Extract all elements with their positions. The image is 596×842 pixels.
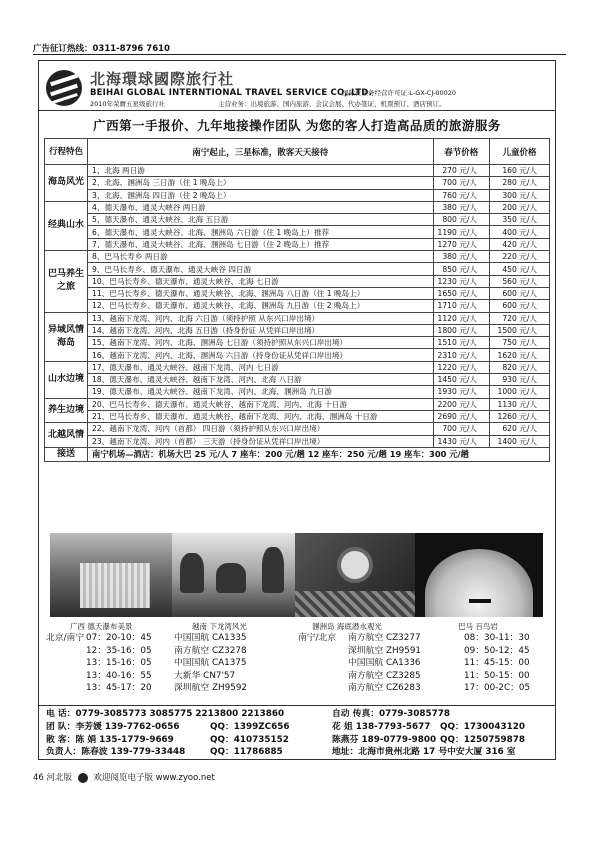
globe-logo-icon <box>46 70 82 106</box>
header-category: 行程特色 <box>45 139 88 165</box>
table-row <box>45 238 550 250</box>
kid-price-cell: 160 元/人 <box>490 165 550 177</box>
header-route: 南宁起止，三星标准，散客天天接待 <box>88 139 433 165</box>
return-flight-number: 中国国航 CA1336 <box>348 658 421 669</box>
contact-field: QQ：410735152 <box>210 734 289 745</box>
kid-price-cell: 1130 元/人 <box>490 398 550 410</box>
kid-price-cell: 300 元/人 <box>490 189 550 201</box>
return-route: 南宁/北京 <box>298 633 337 643</box>
kid-price-cell: 1620 元/人 <box>490 349 550 361</box>
route-cell: 1、北海 两日游 <box>88 165 433 177</box>
route-cell: 7、德天瀑布、通灵大峡谷、北海、涠洲岛 七日游（住 2 晚岛上）推荐 <box>88 238 433 250</box>
price-cell: 1430 元/人 <box>433 435 490 447</box>
price-cell: 1230 元/人 <box>433 275 490 287</box>
price-cell: 850 元/人 <box>433 263 490 275</box>
contact-field: 负责人：陈春波 139-779-33448 <box>46 747 186 758</box>
photo-caption: 越南 下龙湾风光 <box>192 622 247 631</box>
table-row <box>45 374 550 386</box>
photo-weizhou-diving <box>295 533 415 617</box>
price-cell: 1930 元/人 <box>433 386 490 398</box>
table-row <box>45 226 550 238</box>
table-row <box>45 386 550 398</box>
photo-caption: 巴马 百鸟岩 <box>458 622 498 631</box>
departure-route: 北京/南宁 <box>46 633 85 643</box>
table-row <box>45 324 550 336</box>
license-number: 国际社业务经营许可证:L-GX-CJ-00020 <box>342 89 457 97</box>
contact-field: QQ：1730043120 <box>440 721 525 732</box>
contact-field: 电 话：0779-3085773 3085775 2213800 2213860 <box>46 709 285 719</box>
return-time: 11：45-15：00 <box>464 658 530 669</box>
contact-row <box>46 746 554 759</box>
kid-price-cell: 1000 元/人 <box>490 386 550 398</box>
flight-row <box>46 645 556 658</box>
price-cell: 2200 元/人 <box>433 398 490 410</box>
photo-caption: 广西 德天瀑布美景 <box>70 622 133 631</box>
route-cell: 21、巴马长寿乡、德天瀑布、通灵大峡谷、越南下龙湾、河内、北海、涠洲岛 十日游 <box>88 410 433 422</box>
contact-row <box>46 708 554 721</box>
contact-field: QQ：1399ZC656 <box>210 721 290 732</box>
ad-hotline: 广告征订热线：0311-8796 7610 <box>33 44 170 54</box>
price-cell: 1510 元/人 <box>433 337 490 349</box>
return-flight-number: 深圳航空 ZH9591 <box>348 645 422 656</box>
kid-price-cell: 720 元/人 <box>490 312 550 324</box>
price-cell: 700 元/人 <box>433 177 490 189</box>
return-time: 11：50-15：00 <box>464 670 530 681</box>
kid-price-cell: 200 元/人 <box>490 201 550 213</box>
price-cell: 270 元/人 <box>433 165 490 177</box>
category-cell: 北越风情 <box>45 423 88 448</box>
table-row <box>45 410 550 422</box>
contact-field: 陈燕芬 189-0779-9800 <box>332 734 437 745</box>
flight-time: 13：15-16：05 <box>86 658 152 669</box>
photo-caption: 涠洲岛 海底潜水观光 <box>312 622 382 631</box>
flight-row <box>46 657 556 670</box>
route-cell: 14、越南下龙湾、河内、北海 五日游（持身份证 从凭祥口岸出境） <box>88 324 433 336</box>
table-row <box>45 263 550 275</box>
page-footer <box>33 771 215 783</box>
table-row <box>45 300 550 312</box>
kid-price-cell: 930 元/人 <box>490 374 550 386</box>
table-row <box>45 251 550 263</box>
route-cell: 20、巴马长寿乡、德天瀑布、通灵大峡谷、越南下龙湾、河内、北海 十日游 <box>88 398 433 410</box>
flight-number: 中国国航 CA1335 <box>174 633 247 643</box>
contact-row <box>46 721 554 734</box>
price-cell: 380 元/人 <box>433 251 490 263</box>
flight-number: 大新华 CN7'57 <box>174 670 236 681</box>
route-cell: 3、北海、涠洲岛 四日游（住 2 晚岛上） <box>88 189 433 201</box>
flight-time: 13：45-17：20 <box>86 683 152 694</box>
kid-price-cell: 1500 元/人 <box>490 324 550 336</box>
return-time: 17：00-2C：05 <box>464 683 531 694</box>
header-kid-price: 儿童价格 <box>490 139 550 165</box>
route-cell: 9、巴马长寿乡、德天瀑布、通灵大峡谷 四日游 <box>88 263 433 275</box>
kid-price-cell: 600 元/人 <box>490 300 550 312</box>
price-cell: 380 元/人 <box>433 201 490 213</box>
page-number: 46 河北版 <box>33 773 73 783</box>
route-cell: 8、巴马长寿乡 两日游 <box>88 251 433 263</box>
route-cell: 11、巴马长寿乡、德天瀑布、通灵大峡谷、北海、涠洲岛 八日游（住 1 晚岛上） <box>88 287 433 299</box>
route-cell: 6、德天瀑布、通灵大峡谷、北海、涠洲岛 六日游（住 1 晚岛上）推荐 <box>88 226 433 238</box>
price-cell: 2310 元/人 <box>433 349 490 361</box>
kid-price-cell: 400 元/人 <box>490 226 550 238</box>
price-cell: 2690 元/人 <box>433 410 490 422</box>
price-cell: 1710 元/人 <box>433 300 490 312</box>
table-row <box>45 275 550 287</box>
table-row <box>45 435 550 447</box>
route-cell: 13、越南下龙湾、河内、北海 六日游（须持护照 从东兴口岸出境） <box>88 312 433 324</box>
route-cell: 18、德天瀑布、通灵大峡谷、越南下龙湾、河内、北海 八日游 <box>88 374 433 386</box>
contact-field: 团 队：李芳媛 139-7762-0656 <box>46 721 180 732</box>
price-cell: 1190 元/人 <box>433 226 490 238</box>
category-cell: 山水边境 <box>45 361 88 398</box>
kid-price-cell: 1400 元/人 <box>490 435 550 447</box>
flight-number: 南方航空 CZ3278 <box>174 645 247 656</box>
route-cell: 12、巴马长寿乡、德天瀑布、通灵大峡谷、北海、涠洲岛 九日游（住 2 晚岛上） <box>88 300 433 312</box>
contact-field: QQ：1250759878 <box>440 734 525 745</box>
business-scope: 主营业务：出境旅游、国内旅游、会议会展、代办签证、机票预订、酒店预订。 <box>218 100 446 108</box>
table-row <box>45 349 550 361</box>
contact-field: 自动 传真：0779-3085778 <box>332 709 451 719</box>
photo-bama-cave <box>415 533 543 617</box>
transfer-prices: 南宁机场—酒店：机场大巴 25 元/人 7 座车：200 元/趟 12 座车：250 元/趟 19 座车：300 元/趟 <box>88 447 550 461</box>
category-cell: 异域风情海岛 <box>45 312 88 361</box>
route-cell: 23、越南下龙湾、河内（首都） 三天游（持身份证从凭祥口岸出境） <box>88 435 433 447</box>
table-row <box>45 287 550 299</box>
price-cell: 1650 元/人 <box>433 287 490 299</box>
price-cell: 1270 元/人 <box>433 238 490 250</box>
table-row <box>45 189 550 201</box>
kid-price-cell: 350 元/人 <box>490 214 550 226</box>
route-cell: 15、越南下龙湾、河内、北海、涠洲岛 七日游（须持护照从东兴口岸出境） <box>88 337 433 349</box>
header-divider <box>38 110 556 111</box>
return-flight-number: 南方航空 CZ3285 <box>348 670 421 681</box>
table-row <box>45 361 550 373</box>
table-row <box>45 337 550 349</box>
table-row <box>45 398 550 410</box>
kid-price-cell: 620 元/人 <box>490 423 550 435</box>
return-flight-number: 南方航空 CZ6283 <box>348 683 421 694</box>
badge-icon <box>78 773 88 783</box>
kid-price-cell: 560 元/人 <box>490 275 550 287</box>
kid-price-cell: 820 元/人 <box>490 361 550 373</box>
table-row <box>45 201 550 213</box>
return-flight-number: 南方航空 CZ3277 <box>348 633 421 643</box>
award-text: 2010年荣膺五星级旅行社 <box>90 100 166 108</box>
transfer-label: 接送 <box>45 447 88 461</box>
slogan-heading: 广西第一手报价、九年地接操作团队 为您的客人打造高品质的旅游服务 <box>93 118 501 133</box>
route-cell: 22、越南下龙湾、河内（首都） 四日游（须持护照从东兴口岸出境） <box>88 423 433 435</box>
kid-price-cell: 280 元/人 <box>490 177 550 189</box>
flight-time: 07：20-10：45 <box>86 633 152 643</box>
kid-price-cell: 1260 元/人 <box>490 410 550 422</box>
route-cell: 19、德天瀑布、通灵大峡谷、越南下龙湾、河内、北海、涠洲岛 九日游 <box>88 386 433 398</box>
contact-row <box>46 734 554 747</box>
table-row <box>45 214 550 226</box>
category-cell: 巴马养生之旅 <box>45 251 88 312</box>
flight-row <box>46 682 556 695</box>
table-row <box>45 312 550 324</box>
return-time: 08：30-11：30 <box>464 633 530 643</box>
hotline-divider <box>33 54 566 55</box>
route-cell: 17、德天瀑布、通灵大峡谷、越南下龙湾、河内 七日游 <box>88 361 433 373</box>
header-price: 春节价格 <box>433 139 490 165</box>
route-cell: 2、北海、涠洲岛 三日游（住 1 晚岛上） <box>88 177 433 189</box>
contact-field: 花 姐 138-7793-5677 <box>332 721 431 732</box>
footer-website: 欢迎阅览电子版 www.zyoo.net <box>93 773 215 783</box>
flight-number: 深圳航空 ZH9592 <box>174 683 248 694</box>
flight-number: 中国国航 CA1375 <box>174 658 247 669</box>
table-row <box>45 165 550 177</box>
flight-row <box>46 632 556 645</box>
transfer-row <box>45 447 550 461</box>
return-time: 09：50-12：45 <box>464 645 530 656</box>
photo-detian-waterfall <box>50 533 172 617</box>
company-name-cn: 北海環球國際旅行社 <box>90 70 235 88</box>
company-name-en: BEIHAI GLOBAL INTERNTIONAL TRAVEL SERVICE CO,.LTD. <box>90 88 372 98</box>
route-cell: 16、越南下龙湾、河内、北海、涠洲岛 六日游（持身份证从凭祥口岸出境） <box>88 349 433 361</box>
kid-price-cell: 220 元/人 <box>490 251 550 263</box>
photo-halong-bay <box>172 533 295 617</box>
flight-time: 13：40-16：55 <box>86 670 152 681</box>
price-cell: 1220 元/人 <box>433 361 490 373</box>
kid-price-cell: 450 元/人 <box>490 263 550 275</box>
flight-schedule <box>46 632 556 695</box>
table-header-row <box>45 139 550 165</box>
route-cell: 4、德天瀑布、通灵大峡谷 两日游 <box>88 201 433 213</box>
table-row <box>45 177 550 189</box>
price-cell: 1800 元/人 <box>433 324 490 336</box>
table-row <box>45 423 550 435</box>
flight-row <box>46 670 556 683</box>
route-cell: 5、德天瀑布、通灵大峡谷、北海 五日游 <box>88 214 433 226</box>
contact-field: 散 客：陈 娟 135-1779-9669 <box>46 734 174 745</box>
contact-divider <box>38 705 556 706</box>
kid-price-cell: 420 元/人 <box>490 238 550 250</box>
contact-block <box>46 708 554 759</box>
kid-price-cell: 750 元/人 <box>490 337 550 349</box>
tour-table-body <box>45 165 550 462</box>
category-cell: 经典山水 <box>45 201 88 250</box>
tour-price-table <box>44 138 550 462</box>
category-cell: 海岛风光 <box>45 165 88 202</box>
flight-time: 12：35-16：05 <box>86 645 152 656</box>
price-cell: 700 元/人 <box>433 423 490 435</box>
price-cell: 800 元/人 <box>433 214 490 226</box>
kid-price-cell: 600 元/人 <box>490 287 550 299</box>
contact-field: QQ：11786885 <box>210 747 283 758</box>
category-cell: 养生边境 <box>45 398 88 423</box>
route-cell: 10、巴马长寿乡、德天瀑布、通灵大峡谷、北海 七日游 <box>88 275 433 287</box>
price-cell: 1120 元/人 <box>433 312 490 324</box>
price-cell: 1450 元/人 <box>433 374 490 386</box>
contact-field: 地址：北海市贵州北路 17 号中安大厦 316 室 <box>332 747 516 758</box>
price-cell: 760 元/人 <box>433 189 490 201</box>
